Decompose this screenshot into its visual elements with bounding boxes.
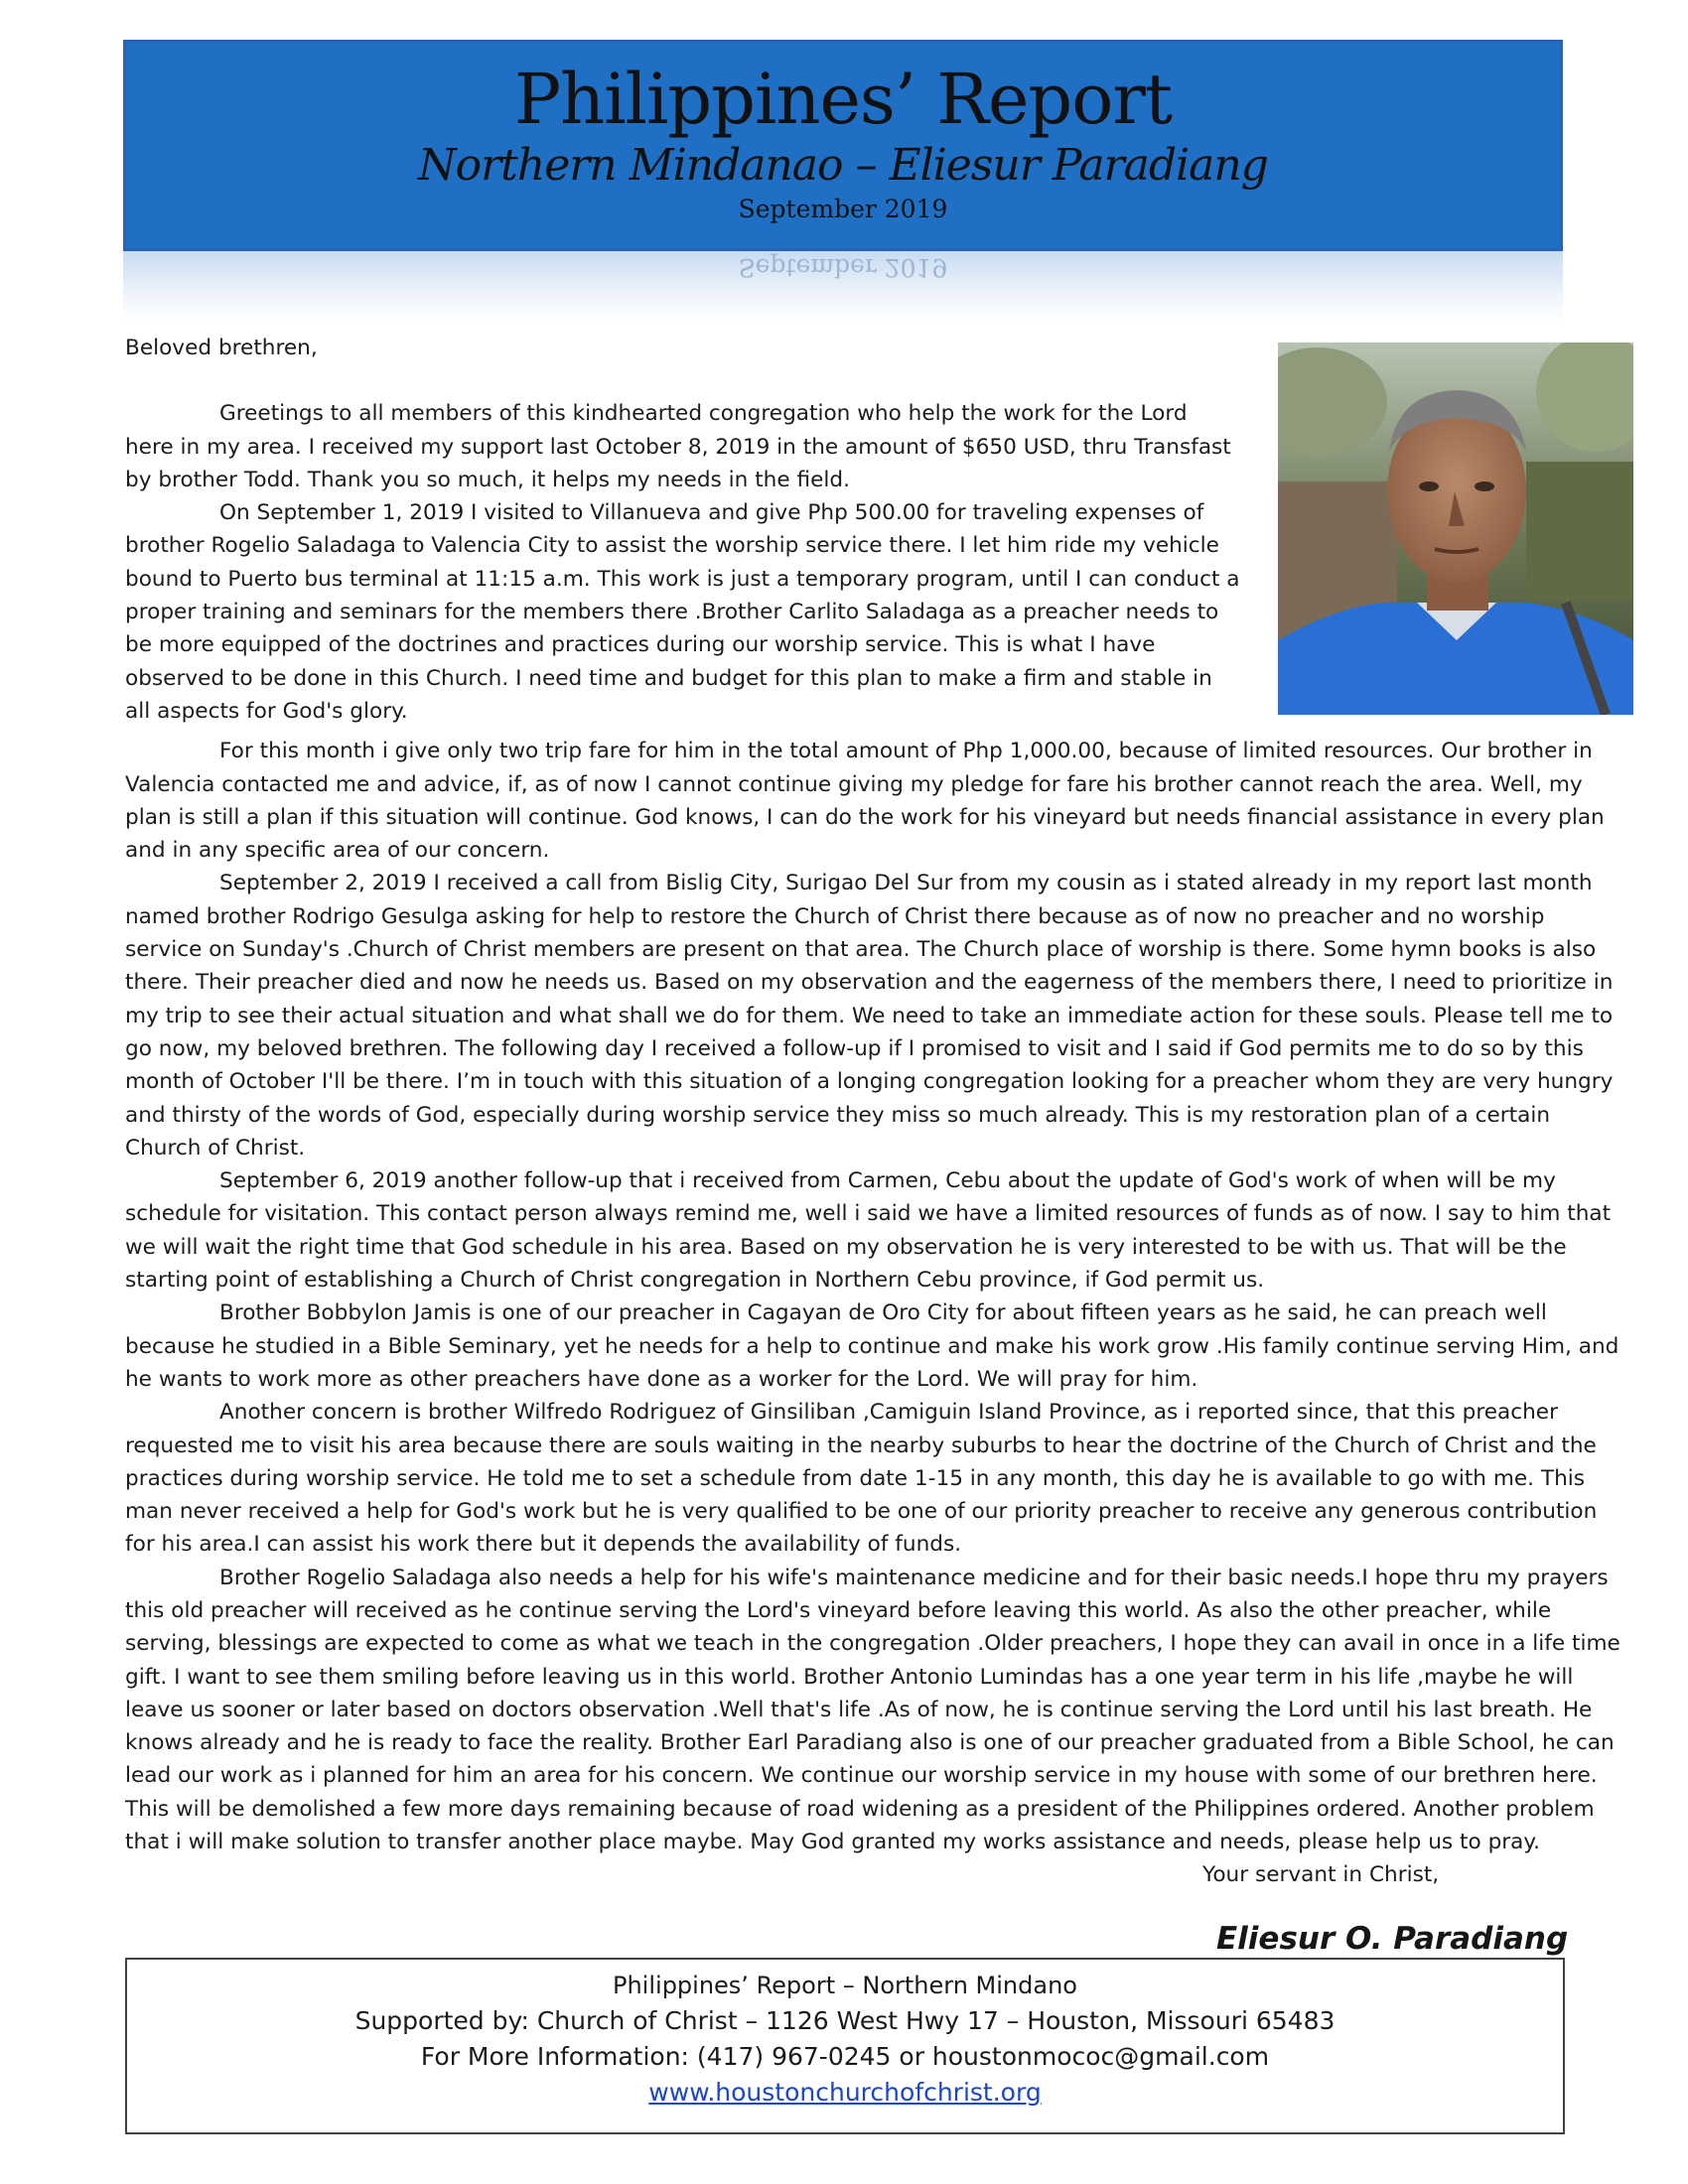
footer-contact: For More Information: (417) 967-0245 or houstonmococ@gmail.com — [420, 2042, 1270, 2071]
footer-supported-by: Supported by: Church of Christ – 1126 West Hwy 17 – Houston, Missouri 65483 — [354, 2006, 1336, 2035]
footer-box — [125, 1958, 1565, 2134]
report-banner — [123, 40, 1563, 251]
letter-paragraph: Brother Rogelio Saladaga also needs a help for his wife's maintenance medicine and for their basic needs.I hope thru my prayers this old preacher will received as he continue serving the Lord's vineyard before leaving this world. As also the other preacher, while serving, blessings are expected to come as what we teach in the congregation .Older preachers, I hope they can avail in once in a life time gift. I want to see them smiling before leaving us in this world. Brother Antonio Lumindas has a one year term in his life ,maybe he will leave us sooner or later based on doctors observation .Well that's life .As of now, he is continue serving the Lord until his last breath. He knows already and he is ready to face the reality. Brother Earl Paradiang also is one of our preacher graduated from a Bible School, he can lead our work as i planned for him an area for his concern. We continue our worship service in my house with some of our brethren here. This will be demolished a few more days remaining because of road widening as a president of the Philippines ordered. Another problem that i will make solution to transfer another place maybe. May God granted my works assistance and needs, please help us to pray. — [125, 1565, 1620, 1855]
letter-paragraph: Brother Bobbylon Jamis is one of our preacher in Cagayan de Oro City for about fifteen years as he said, he can preach well because he studied in a Bible Seminary, yet he needs for a help to continue and make his work grow .His family continue serving Him, and he wants to work more as other preachers have done as a worker for the Lord. We will pray for him. — [125, 1300, 1619, 1392]
letter-body — [125, 332, 1624, 1892]
letter-paragraph: For this month i give only two trip fare for him in the total amount of Php 1,000.00, because of limited resources. Our brother in Valencia contacted me and advice, if, as of now I cannot continue giving my pledge for fare his brother cannot reach the area. Well, my plan is still a plan if this situation will continue. God knows, I can do the work for his vineyard but needs financial assistance in every plan and in any specific area of our concern. — [125, 739, 1605, 864]
letter-paragraph: Greetings to all members of this kindhearted congregation who help the work for the Lord here in my area. I received my support last October 8, 2019 in the amount of $650 USD, thru Transfast by brother Todd. Thank you so much, it helps my needs in the field. — [125, 401, 1231, 492]
footer-title: Philippines’ Report – Northern Mindano — [613, 1972, 1077, 1999]
banner-reflection — [123, 251, 1563, 323]
report-date: September 2019 — [738, 195, 948, 223]
letter-paragraph: September 2, 2019 I received a call from Bislig City, Surigao Del Sur from my cousin as i stated already in my report last month named brother Rodrigo Gesulga asking for help to restore the Church of Christ there because as of now no preacher and no worship service on Sunday's .Church of Christ members are present on that area. The Church place of worship is there. Some hymn books is also there. Their preacher died and now he needs us. Based on my observation and the eagerness of the members there, I need to prioritize in my trip to see their actual situation and what shall we do for them. We need to take an immediate action for these souls. Please tell me to go now, my beloved brethren. The following day I received a follow-up if I promised to visit and I said if God permits me to do so by this month of October I'll be there. I’m in touch with this situation of a longing congregation looking for a preacher whom they are very hungry and thirsty of the words of God, especially during worship service they miss so much already. This is my restoration plan of a certain Church of Christ. — [125, 871, 1614, 1160]
letter-paragraph: September 6, 2019 another follow-up that i received from Carmen, Cebu about the update of God's work of when will be my schedule for visitation. This contact person always remind me, well i said we have a limited resources of funds as of now. I say to him that we will wait the right time that God schedule in his area. Based on my observation he is very interested to be with us. That will be the starting point of establishing a Church of Christ congregation in Northern Cebu province, if God permit us. — [125, 1168, 1612, 1294]
website-link[interactable]: www.houstonchurchofchrist.org — [648, 2078, 1042, 2107]
letter-closing: Your servant in Christ, — [1202, 1862, 1440, 1888]
letter-paragraph: Another concern is brother Wilfredo Rodriguez of Ginsiliban ,Camiguin Island Province, as i reported since, that this preacher requested me to visit his area because there are souls waiting in the nearby suburbs to hear the doctrine of the Church of Christ and the practices during worship service. He told me to set a schedule from date 1-15 in any month, this day he is available to go with me. This man never received a help for God's work but he is very qualified to be one of our priority preacher to receive any generous contribution for his area.I can assist his work there but it depends the availability of funds. — [125, 1400, 1598, 1558]
reflected-date: September 2019 — [738, 253, 948, 282]
letter-paragraph: On September 1, 2019 I visited to Villanueva and give Php 500.00 for traveling expenses of brother Rogelio Saladaga to Valencia City to assist the worship service there. I let him ride my vehicle bound to Puerto bus terminal at 11:15 a.m. This work is just a temporary program, until I can conduct a proper training and seminars for the members there .Brother Carlito Saladaga as a preacher needs to be more equipped of the doctrines and practices during our worship service. This is what I have observed to be done in this Church. I need time and budget for this plan to make a firm and stable in all aspects for God's glory. — [125, 500, 1240, 724]
signature: Eliesur O. Paradiang — [1216, 1921, 1569, 1957]
letter-greeting: Beloved brethren, — [125, 336, 318, 360]
report-title: Philippines’ Report — [514, 59, 1172, 140]
report-subtitle: Northern Mindanao – Eliesur Paradiang — [418, 140, 1268, 191]
